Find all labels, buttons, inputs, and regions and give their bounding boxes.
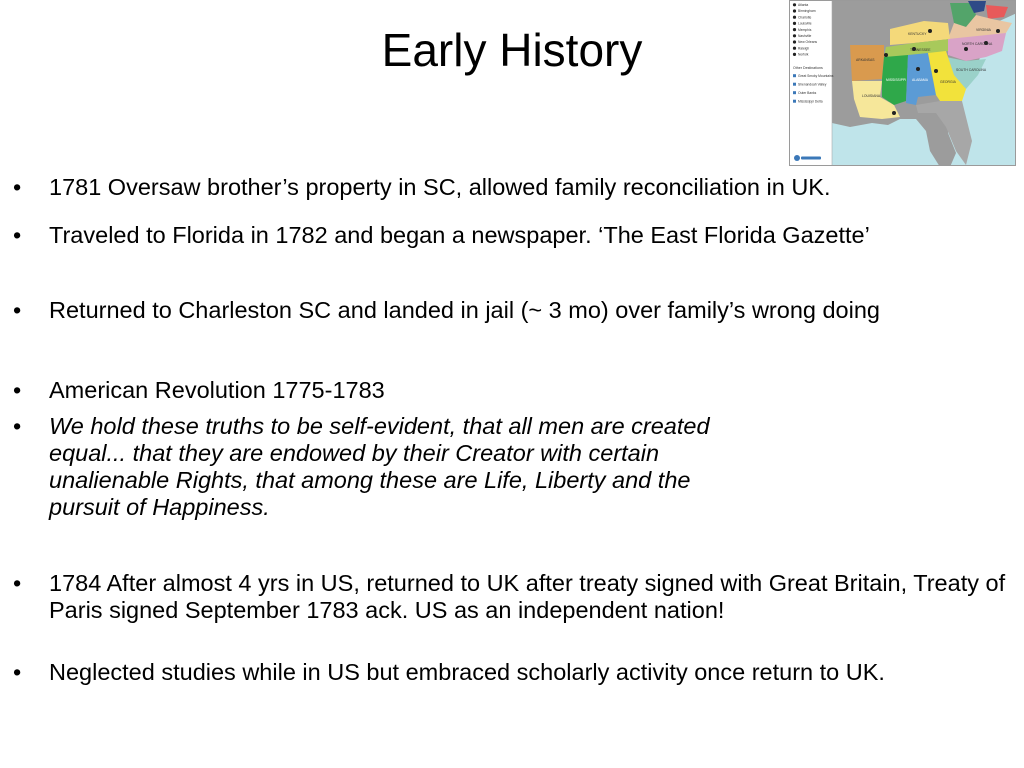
bullet-item-quote (13, 413, 1013, 521)
region-label-mississippi: MISSISSIPPI (886, 78, 907, 82)
bullet-marker: • (13, 659, 22, 685)
slide-title: Early History (381, 24, 643, 76)
bullet-text: 1784 After almost 4 yrs in US, returned to UK after treaty signed with Great Britain, Treaty of Paris signed September 1783 ack. US as an independent nation! (49, 570, 1006, 623)
bullet-item (13, 659, 1013, 686)
legend-entry-label: Outer Banks (798, 91, 817, 95)
legend-entry-label: Raleigh (798, 46, 810, 51)
bullet-marker: • (13, 297, 22, 323)
legend-entry-label: Memphis (798, 27, 812, 32)
region-label-tennessee: TENNESSEE (910, 48, 931, 52)
bullet-text: Traveled to Florida in 1782 and began a newspaper. ‘The East Florida Gazette’ (49, 222, 870, 248)
bullet-marker: • (13, 570, 22, 596)
region-label-louisiana: LOUISIANA (862, 94, 881, 98)
region-label-south-carolina: SOUTH CAROLINA (956, 68, 987, 72)
bullet-text: Returned to Charleston SC and landed in jail (~ 3 mo) over family’s wrong doing (49, 297, 880, 323)
legend-entry-label: Norfolk (798, 52, 809, 57)
bullet-item (13, 297, 1013, 324)
legend-entry-label: Shenandoah Valley (798, 82, 827, 87)
legend-other-heading: Other Destinations (793, 66, 823, 70)
bullet-marker: • (13, 174, 22, 200)
legend-entry-label: Charlotte (798, 15, 812, 20)
bullet-text: Neglected studies while in US but embraced scholarly activity once return to UK. (49, 659, 885, 685)
region-label-alabama: ALABAMA (912, 78, 929, 82)
bullet-text: American Revolution 1775-1783 (49, 377, 385, 403)
legend-entry-label: Nashville (798, 34, 812, 38)
bullet-text: 1781 Oversaw brother’s property in SC, allowed family reconciliation in UK. (49, 174, 831, 200)
region-label-north-carolina: NORTH CAROLINA (962, 42, 993, 46)
bullet-text-quote: We hold these truths to be self-evident, that all men are created equal... that they are endowed by their Creator with certain unalienable Rights, that among these are Life, Liberty and the pursuit of Happiness. (49, 413, 710, 520)
region-label-arkansas: ARKANSAS (856, 58, 875, 62)
bullet-item (13, 174, 1013, 201)
legend-entry-label: Great Smoky Mountains (798, 74, 834, 78)
bullet-marker: • (13, 377, 22, 403)
legend-entry-label: Mississippi Delta (798, 99, 823, 104)
legend-entry-label: Louisville (798, 21, 812, 26)
bullet-item (13, 222, 1013, 249)
legend-entry-label: Birmingham (798, 9, 816, 14)
bullet-item (13, 377, 1013, 404)
bullet-item (13, 570, 1013, 624)
region-label-virginia: VIRGINIA (976, 28, 991, 32)
legend-entry-label: New Orleans (798, 40, 818, 45)
bullet-marker: • (13, 413, 22, 439)
region-label-kentucky: KENTUCKY (908, 32, 927, 36)
region-label-georgia: GEORGIA (940, 80, 956, 84)
bullet-marker: • (13, 222, 22, 248)
legend-entry-label: Atlanta (798, 3, 809, 7)
